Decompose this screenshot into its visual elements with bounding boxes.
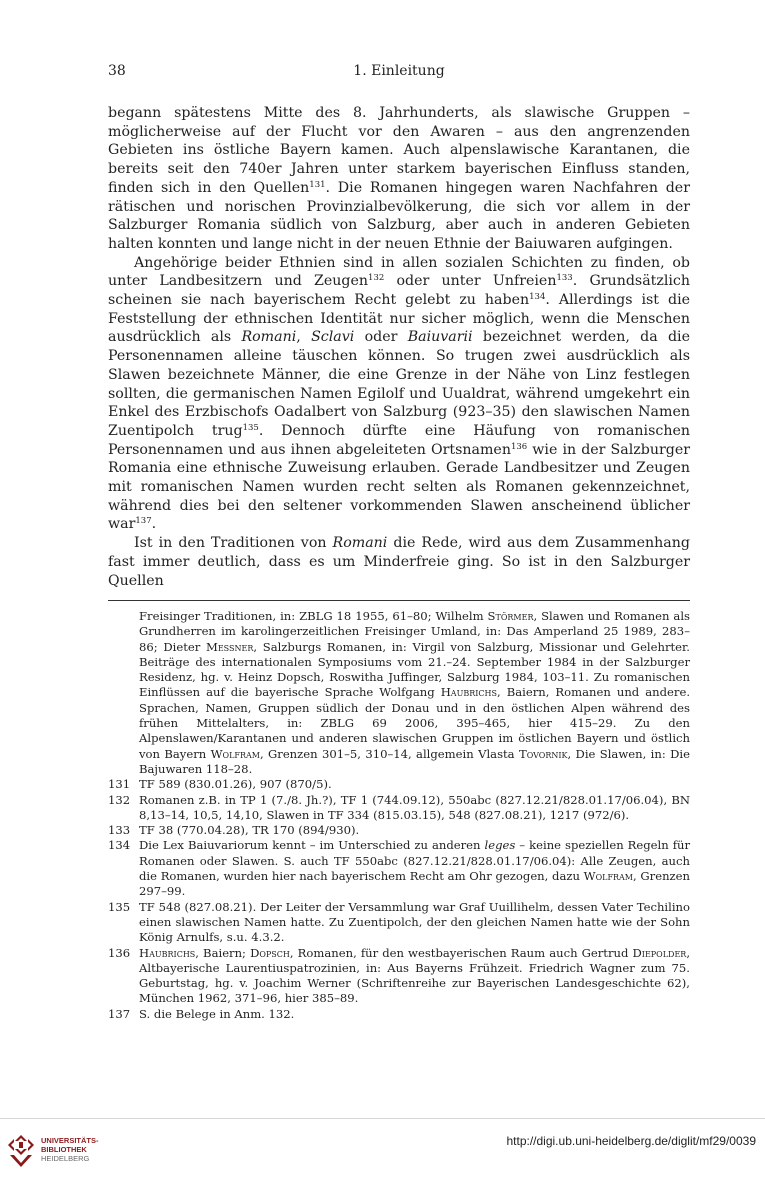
- main-text: [108, 104, 690, 590]
- footnote-132: [108, 793, 690, 824]
- footnote-text: TF 548 (827.08.21). Der Leiter der Versammlung war Graf Uuillihelm, dessen Vater Techilino einen slawischen Namen hatte. Zu Zuentipolch, der den gleichen Namen hatte wie der Sohn König Arnulfs, s.u. 4.3.2.: [139, 899, 690, 945]
- footnote-divider: [108, 600, 690, 601]
- footnote-ref-133[interactable]: 133: [556, 273, 573, 284]
- footnote-ref-132[interactable]: 132: [368, 273, 385, 284]
- footnote-text: Die Lex Baiuvariorum kennt – im Unterschied zu anderen leges – keine speziellen Regeln für Romanen oder Slawen. S. auch TF 550abc (827.12.21/828.01.17/06.04): Alle Zeugen, auch die Romanen, wurden hier nach bayerischem Recht am Ohr gezogen, dazu Wolfram, Grenzen 297–99.: [139, 838, 691, 899]
- footnote-ref-134[interactable]: 134: [529, 292, 546, 303]
- footnote-ref-135[interactable]: 135: [242, 422, 259, 433]
- footnote-131: [108, 777, 690, 792]
- page-header: [108, 63, 690, 83]
- footnote-text: Romanen z.B. in TP 1 (7./8. Jh.?), TF 1 (744.09.12), 550abc (827.12.21/828.01.17/06.04), BN 8,13–14, 10,5, 14,10, Slawen in TF 334 (815.03.15), 548 (827.08.21), 1217 (972/6).: [139, 792, 690, 822]
- footnote-text: TF 38 (770.04.28), TR 170 (894/930).: [139, 823, 360, 838]
- footnote-number: 136: [108, 945, 131, 960]
- footnote-number: 132: [108, 792, 131, 807]
- footnote-134: [108, 838, 690, 899]
- footnote-text: S. die Belege in Anm. 132.: [139, 1006, 295, 1021]
- paragraph-3: Ist in den Traditionen von Romani die Rede, wird aus dem Zusammenhang fast immer deutlich, dass es um Minderfreie ging. So ist in den Salzburger Quellen: [108, 535, 690, 589]
- footnote-135: [108, 900, 690, 946]
- footnote-number: 131: [108, 777, 131, 792]
- footnote-number: 137: [108, 1006, 131, 1021]
- page-number: 38: [108, 63, 126, 79]
- footnote-ref-137[interactable]: 137: [135, 516, 152, 527]
- paragraph-2: Angehörige beider Ethnien sind in allen sozialen Schichten zu finden, ob unter Landbesitzern und Zeugen$^{132}$ oder unter Unfreien$^{133}$. Grundsätzlich scheinen sie nach bayerischem Recht gelebt zu haben$^{134}$. Allerdings ist die Feststellung der ethnischen Identität nur sicher möglich, wenn die Menschen ausdrücklich als Romani, Sclavi oder Baiuvarii bezeichnet werden, da die Personennamen alleine täuschen können. So trugen zwei ausdrücklich als Slawen bezeichnete Männer, die eine Grenze in der Nähe von Linz festlegen sollten, die germanischen Namen Egilolf und Uualdrat, während umgekehrt ein Enkel des Erzbischofs Oadalbert von Salzburg (923–35) den slawischen Namen Zuentipolch trug$^{135}$. Dennoch dürfte eine Häufung von romanischen Personennamen und aus ihnen abgeleiteten Ortsnamen$^{136}$ wie in der Salzburger Romania eine ethnische Zuweisung erlauben. Gerade Landbesitzer und Zeugen mit romanischen Namen wurden recht selten als Romanen gekennzeichnet, während dies bei den seltener vorkommenden Slawen anscheinend üblicher war$^{137}$.: [108, 254, 690, 533]
- running-head: 1. Einleitung: [353, 63, 445, 79]
- footnote-133: [108, 823, 690, 838]
- footnote-number: 133: [108, 823, 131, 838]
- logo-line-1: UNIVERSITÄTS-: [41, 1135, 99, 1145]
- footnote-ref-136[interactable]: 136: [510, 441, 528, 452]
- library-logo[interactable]: [7, 1129, 99, 1169]
- footnote-number: 134: [108, 838, 131, 853]
- logo-line-2: BIBLIOTHEK: [41, 1144, 87, 1154]
- library-emblem-icon: [7, 1129, 35, 1169]
- footnotes: [108, 609, 690, 1022]
- permalink-url[interactable]: http://digi.ub.uni-heidelberg.de/diglit/mf29/0039: [506, 1134, 756, 1148]
- logo-line-3: HEIDELBERG: [41, 1153, 90, 1163]
- footnote-ref-131[interactable]: 131: [309, 179, 326, 190]
- digitization-footer: [0, 1118, 765, 1180]
- paragraph-1: begann spätestens Mitte des 8. Jahrhunderts, als slawische Gruppen – möglicherweise auf der Flucht vor den Awaren – aus den angrenzenden Gebieten ins östliche Bayern kamen. Auch alpenslawische Karantanen, die bereits seit den 740er Jahren unter starkem bayerischen Einfluss standen, finden sich in den Quellen$^{131}$. Die Romanen hingegen waren Nachfahren der rätischen und norischen Provinzialbevölkerung, die sich vor allem in der Salzburger Romania südlich von Salzburg, aber auch in anderen Gebieten halten konnten und lange nicht in der neuen Ethnie der Baiuwaren aufgingen.: [108, 105, 690, 252]
- footnote-continuation: Freisinger Traditionen, in: ZBLG 18 1955, 61–80; Wilhelm Störmer, Slawen und Romanen als Grundherren im karolingerzeitlichen Freisinger Umland, in: Das Amperland 25 1989, 283–86; Dieter Messner, Salzburgs Romanen, in: Virgil von Salzburg, Missionar und Gelehrter. Beiträge des internationalen Symposiums vom 21.–24. September 1984 in der Salzburger Residenz, hg. v. Heinz Dopsch, Roswitha Juffinger, Salzburg 1984, 103–11. Zu romanischen Einflüssen auf die bayerische Sprache Wolfgang Haubrichs, Baiern, Romanen und andere. Sprachen, Namen, Gruppen südlich der Donau und in den östlichen Alpen während des frühen Mittelalters, in: ZBLG 69 2006, 395–465, hier 415–29. Zu den Alpenslawen/Karantanen und anderen slawischen Gruppen im östlichen Bayern und östlich von Bayern Wolfram, Grenzen 301–5, 310–14, allgemein Vlasta Tovornik, Die Slawen, in: Die Bajuwaren 118–28.: [139, 609, 691, 776]
- footnote-text: Haubrichs, Baiern; Dopsch, Romanen, für den westbayerischen Raum auch Gertrud Diepolder, Altbayerische Laurentiuspatrozinien, in: Aus Bayerns Frühzeit. Friedrich Wagner zum 75. Geburtstag, hg. v. Joachim Werner (Schriftenreihe zur Bayerischen Landesgeschichte 62), München 1962, 371–96, hier 385–89.: [139, 945, 690, 1006]
- footnote-137: [108, 1007, 690, 1022]
- footnote-136: [108, 946, 690, 1007]
- footnote-text: TF 589 (830.01.26), 907 (870/5).: [139, 777, 332, 792]
- footnote-number: 135: [108, 899, 131, 914]
